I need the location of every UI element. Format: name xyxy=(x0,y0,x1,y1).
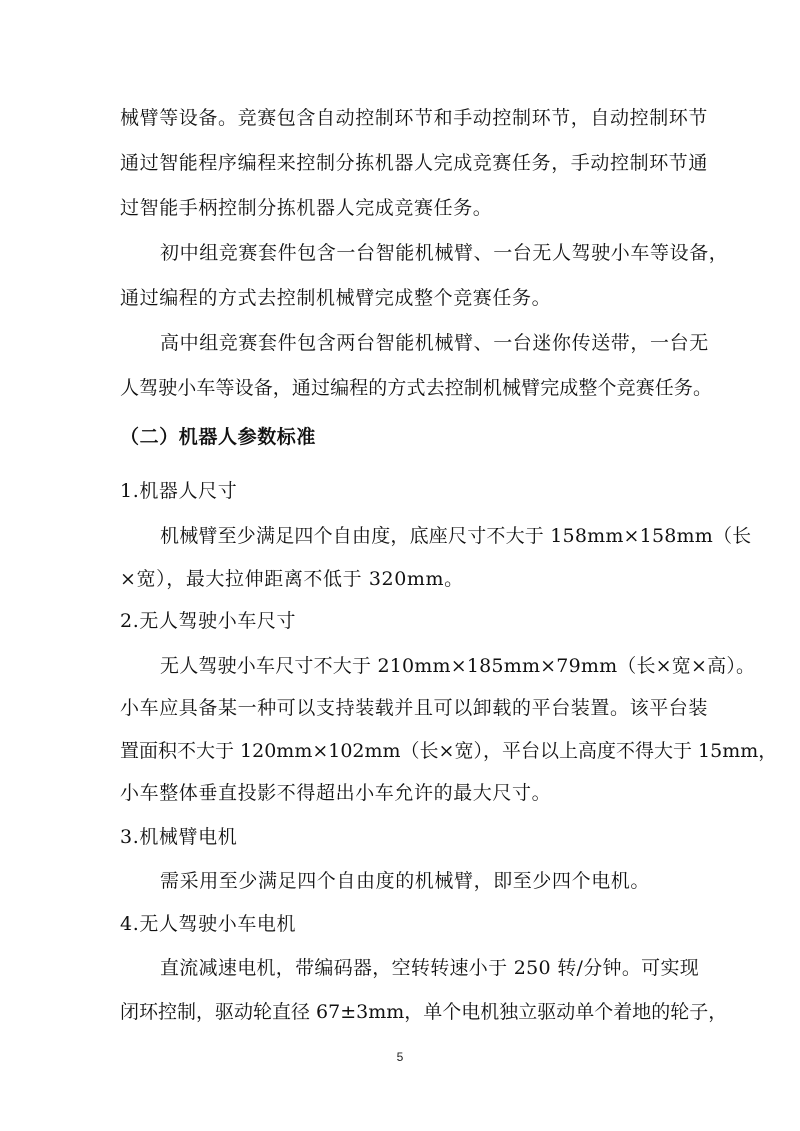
item3-line-1: 需采用至少满足四个自由度的机械臂，即至少四个电机。 xyxy=(160,870,651,892)
item1-title: 1.机器人尺寸 xyxy=(120,480,238,502)
junior-line-2: 通过编程的方式去控制机械臂完成整个竞赛任务。 xyxy=(120,287,552,309)
senior-line-1: 高中组竞赛套件包含两台智能机械臂、一台迷你传送带，一台无 xyxy=(160,332,709,354)
intro-line-3: 过智能手柄控制分拣机器人完成竞赛任务。 xyxy=(120,197,493,219)
intro-line-2: 通过智能程序编程来控制分拣机器人完成竞赛任务，手动控制环节通 xyxy=(120,152,709,174)
item4-line-1: 直流减速电机，带编码器，空转转速小于 250 转/分钟。可实现 xyxy=(160,957,700,979)
item3-title: 3.机械臂电机 xyxy=(120,826,238,848)
junior-line-1: 初中组竞赛套件包含一台智能机械臂、一台无人驾驶小车等设备， xyxy=(160,242,729,264)
senior-line-2: 人驾驶小车等设备，通过编程的方式去控制机械臂完成整个竞赛任务。 xyxy=(120,377,713,399)
item1-line-1: 机械臂至少满足四个自由度，底座尺寸不大于 158mm×158mm（长 xyxy=(160,525,752,547)
item2-line-2: 小车应具备某一种可以支持装载并且可以卸载的平台装置。该平台装 xyxy=(120,697,709,719)
item2-title: 2.无人驾驶小车尺寸 xyxy=(120,610,297,632)
section-heading: （二）机器人参数标准 xyxy=(120,426,317,448)
item4-line-2: 闭环控制，驱动轮直径 67±3mm，单个电机独立驱动单个着地的轮子， xyxy=(120,1001,728,1023)
item4-title: 4.无人驾驶小车电机 xyxy=(120,913,297,935)
item2-line-3: 置面积不大于 120mm×102mm（长×宽），平台以上高度不得大于 15mm， xyxy=(120,740,778,762)
item1-line-2: ×宽），最大拉伸距离不低于 320mm。 xyxy=(120,568,464,590)
page-number: 5 xyxy=(396,1050,404,1064)
item2-line-4: 小车整体垂直投影不得超出小车允许的最大尺寸。 xyxy=(120,782,552,804)
intro-line-1: 械臂等设备。竞赛包含自动控制环节和手动控制环节，自动控制环节 xyxy=(120,107,709,129)
item2-line-1: 无人驾驶小车尺寸不大于 210mm×185mm×79mm（长×宽×高）。 xyxy=(160,655,756,677)
